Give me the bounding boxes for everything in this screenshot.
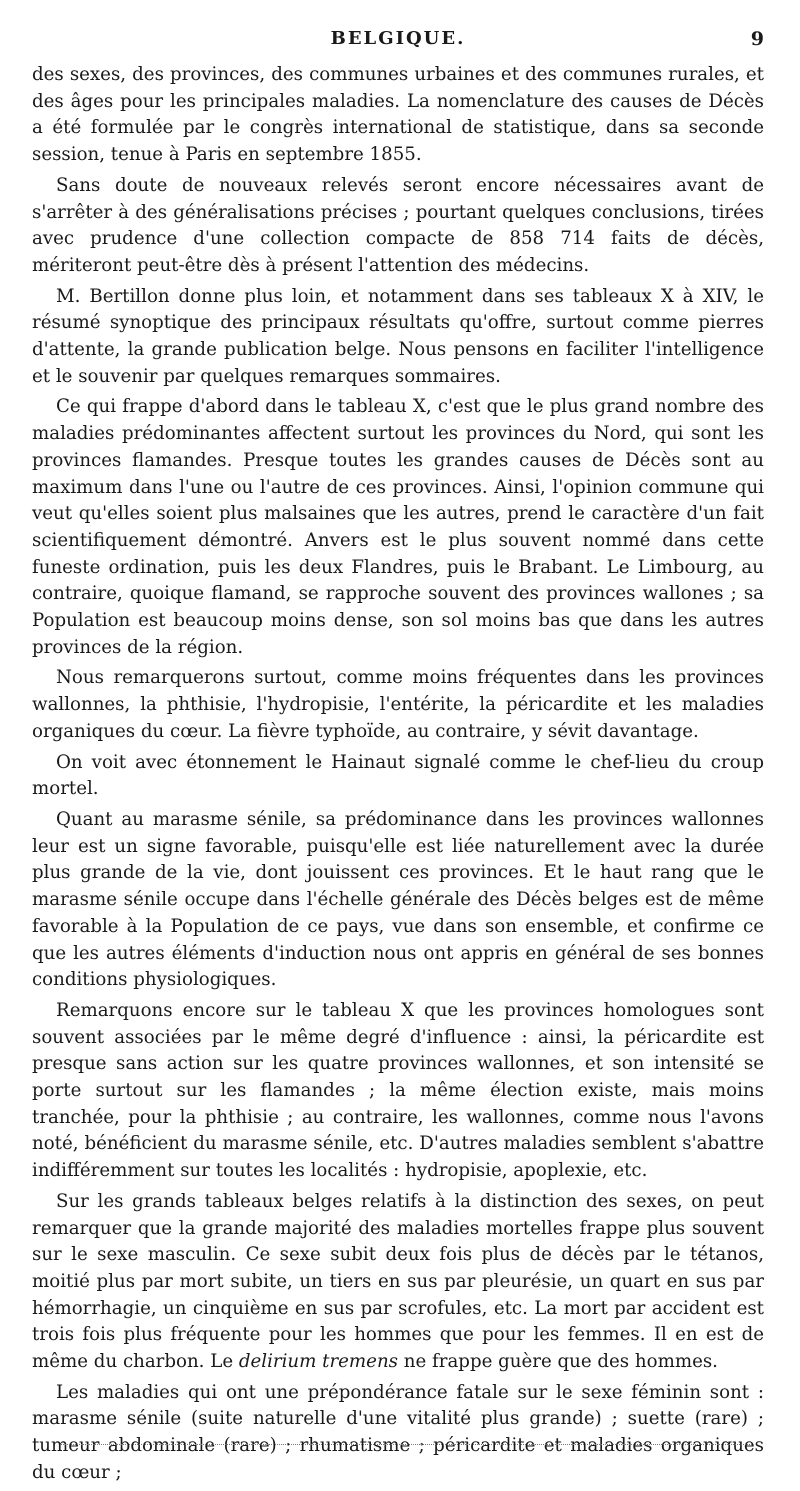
paragraph-text: Sur les grands tableaux belges relatifs à la distinction des sexes, on peut remarquer que la grande majorité des maladies mortelles frappe plus souvent sur le sexe masculin. Ce sexe subit deux fois plus de décès par le tétanos, moitié plus par mort subite, un tiers en sus par pleurésie, un quart en sus par hémorrhagie, un cinquième en sus par scrofules, etc. La mort par accident est trois fois plus fréquente pour les hommes que pour les femmes. Il en est de même du charbon. Le (32, 1190, 764, 1373)
paragraph: Quant au marasme sénile, sa prédominance dans les provinces wallonnes leur est un signe favorable, puisqu'elle est liée naturellement avec la durée plus grande de la vie, dont jouissent ces provinces. Et le haut rang que le marasme sénile occupe dans l'échelle générale des Décès belges est de même favorable à la Population de ce pays, vue dans son ensemble, et confirme ce que les autres éléments d'induction nous ont appris en général de ses bonnes conditions physiologiques. (32, 808, 764, 991)
paragraph: Remarquons encore sur le tableau X que les provinces homologues sont souvent associées par le même degré d'influence : ainsi, la péricardite est presque sans action sur les quatre provinces wallonnes, et son intensité se porte surtout sur les flamandes ; la même élection existe, mais moins tranchée, pour la phthisie ; au contraire, les wallonnes, comme nous l'avons noté, bénéficient du marasme sénile, etc. D'autres maladies semblent s'abattre indifféremment sur toutes les localités : hydropisie, apoplexie, etc. (32, 999, 764, 1182)
paragraph: M. Bertillon donne plus loin, et notamment dans ses tableaux X à XIV, le résumé synoptique des principaux résultats qu'offre, surtout comme pierres d'attente, la grande publication belge. Nous pensons en faciliter l'intelligence et le souvenir par quelques remarques sommaires. (32, 285, 764, 387)
italic-term: delirium tremens (238, 1351, 398, 1373)
page-number: 9 (750, 28, 764, 50)
running-title: BELGIQUE. (330, 28, 466, 49)
paragraph: On voit avec étonnement le Hainaut signalé comme le chef-lieu du croup mortel. (32, 751, 764, 800)
paragraph (32, 1189, 764, 1376)
page-header (32, 28, 764, 56)
paragraph: Les maladies qui ont une prépondérance fatale sur le sexe féminin sont : marasme sénile (suite naturelle d'une vitalité plus grande) ; suette (rare) ; tumeur abdominale (rare) ; rhumatisme ; péricardite et maladies organiques du cœur ; (32, 1381, 764, 1483)
paragraph-text: ne frappe guère que des hommes. (398, 1351, 718, 1373)
paragraph: des sexes, des provinces, des communes urbaines et des communes rurales, et des âges pour les principales maladies. La nomenclature des causes de Décès a été formulée par le congrès international de statistique, dans sa seconde session, tenue à Paris en septembre 1855. (32, 64, 764, 166)
footer-dotted-rule (60, 1444, 752, 1445)
body-text (32, 62, 764, 1491)
paragraph: Nous remarquerons surtout, comme moins fréquentes dans les provinces wallonnes, la phthisie, l'hydropisie, l'entérite, la péricardite et les maladies organiques du cœur. La fièvre typhoïde, au contraire, y sévit davantage. (32, 667, 764, 742)
paragraph: Sans doute de nouveaux relevés seront encore nécessaires avant de s'arrêter à des généralisations précises ; pourtant quelques conclusions, tirées avec prudence d'une collection compacte de 858 714 faits de décès, mériteront peut-être dès à présent l'attention des médecins. (32, 174, 764, 276)
paragraph: Ce qui frappe d'abord dans le tableau X, c'est que le plus grand nombre des maladies prédominantes affectent surtout les provinces du Nord, qui sont les provinces flamandes. Presque toutes les grandes causes de Décès sont au maximum dans l'une ou l'autre de ces provinces. Ainsi, l'opinion commune qui veut qu'elles soient plus malsaines que les autres, prend le caractère d'un fait scientifiquement démontré. Anvers est le plus souvent nommé dans cette funeste ordination, puis les deux Flandres, puis le Brabant. Le Limbourg, au contraire, quoique flamand, se rapproche souvent des provinces wallones ; sa Population est beaucoup moins dense, son sol moins bas que dans les autres provinces de la région. (32, 396, 764, 658)
